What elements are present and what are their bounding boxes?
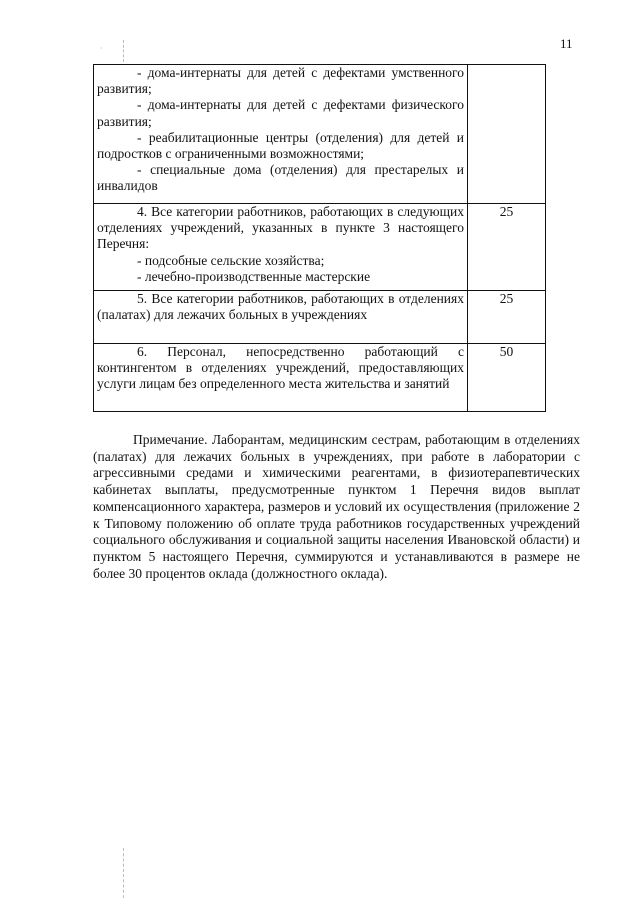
- note-paragraph: Примечание. Лаборантам, медицинским сестрам, работающим в отделениях (палатах) для лежачих больных в учреждениях, при работе в лаборатории с агрессивными средами и химическими реагентами, в физиотерапевтических кабинетах выплаты, предусмотренные пунктом 1 Перечня видов выплат компенсационного характера, размеров и условий их осуществления (приложение 2 к Типовому положению об оплате труда работников государственных учреждений социального обслуживания и социальной защиты населения Ивановской области) и пунктом 5 настоящего Перечня, суммируются и устанавливаются в размере не более 30 процентов оклада (должностного оклада).: [93, 432, 580, 581]
- list-item: - реабилитационные центры (отделения) для детей и подростков с ограниченными возможностями;: [97, 129, 464, 162]
- table-cell-value: [468, 65, 546, 204]
- table-row: [94, 344, 546, 412]
- scan-dot: ·: [100, 44, 103, 53]
- list-item: - лечебно-производственные мастерские: [137, 268, 371, 284]
- row-heading: 4. Все категории работников, работающих в следующих отделениях учреждений, указанных в пункте 3 настоящего Перечня:: [97, 204, 464, 252]
- table-cell-value: 25: [468, 204, 546, 291]
- list-item: - дома-интернаты для детей с дефектами физического развития;: [97, 97, 464, 129]
- table-cell-description: [94, 344, 468, 412]
- binding-margin-mark-top: [123, 40, 124, 62]
- table-cell-value: 25: [468, 291, 546, 344]
- page-number: 11: [560, 36, 573, 51]
- table-cell-value: 50: [468, 344, 546, 412]
- allowance-table: [93, 64, 546, 412]
- table-row: [94, 204, 546, 291]
- table-row: [94, 291, 546, 344]
- list-item: - специальные дома (отделения) для престарелых и инвалидов: [97, 162, 464, 194]
- table-cell-description: [94, 204, 468, 291]
- table-cell-description: [94, 65, 468, 204]
- list-item: - подсобные сельские хозяйства;: [137, 252, 325, 268]
- row-heading: 5. Все категории работников, работающих в отделениях (палатах) для лежачих больных в учреждениях: [97, 291, 464, 323]
- binding-margin-mark-bottom: [123, 848, 124, 898]
- table-cell-description: [94, 291, 468, 344]
- table-row: [94, 65, 546, 204]
- row-heading: 6. Персонал, непосредственно работающий с контингентом в отделениях учреждений, предоставляющих услуги лицам без определенного места жительства и занятий: [97, 344, 464, 392]
- list-item: - дома-интернаты для детей с дефектами умственного развития;: [97, 65, 464, 97]
